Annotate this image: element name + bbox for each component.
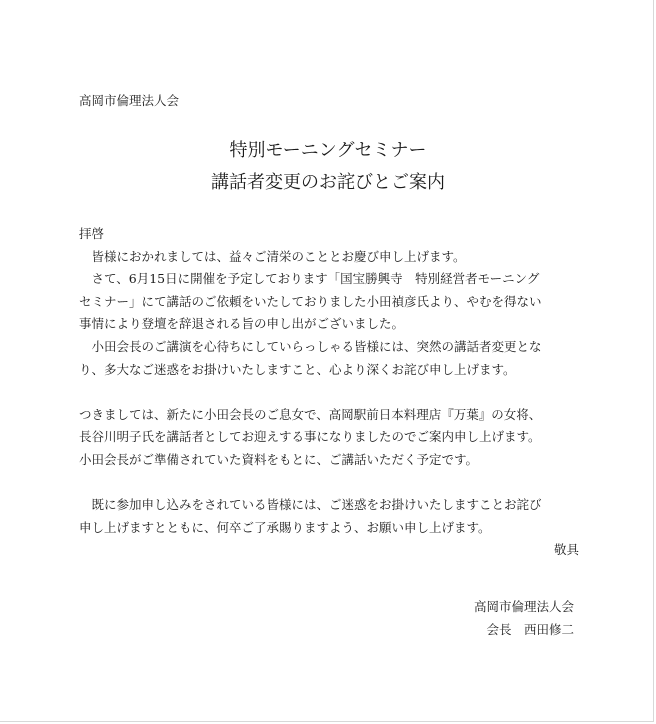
body-line: り、多大なご迷惑をお掛けいたしますこと、心より深くお詫び申し上げます。 bbox=[79, 361, 516, 377]
paragraph-gap bbox=[79, 381, 579, 404]
body-line: 長谷川明子氏を講話者としてお迎えする事になりましたのでご案内申し上げます。 bbox=[79, 429, 541, 445]
sender-organization: 高岡市倫理法人会 bbox=[79, 93, 180, 108]
letter-body bbox=[79, 223, 579, 562]
signature-name: 会長 西田修二 bbox=[486, 622, 574, 637]
letter-title: 特別モーニングセミナー bbox=[229, 140, 427, 161]
body-line: 皆様におかれましては、益々ご清栄のこととお慶び申し上げます。 bbox=[79, 248, 466, 264]
body-line: つきましては、新たに小田会長のご息女で、高岡駅前日本料理店『万葉』の女将、 bbox=[79, 406, 542, 422]
letter-subtitle: 講話者変更のお詫びとご案内 bbox=[211, 172, 445, 193]
signature-organization: 高岡市倫理法人会 bbox=[473, 599, 574, 614]
body-line: 事情により登壇を辞退される旨の申し出がございました。 bbox=[79, 316, 405, 332]
salutation: 拝啓 bbox=[79, 226, 105, 241]
closing: 敬具 bbox=[553, 542, 579, 558]
body-line: 小田会長がご準備されていた資料をもとに、ご講話いただく予定です。 bbox=[79, 451, 479, 467]
paragraph-gap bbox=[79, 472, 579, 495]
body-line: 小田会長のご講演を心待ちにしていらっしゃる皆様には、突然の講話者変更とな bbox=[79, 338, 542, 354]
body-line: さて、6月15日に開催を予定しております「国宝勝興寺 特別経営者モーニング bbox=[79, 271, 540, 287]
body-line: 申し上げますとともに、何卒ご了承賜りますよう、お願い申し上げます。 bbox=[79, 519, 491, 535]
body-line: 既に参加申し込みをされている皆様には、ご迷惑をお掛けいたしますことお詫び bbox=[79, 497, 542, 513]
body-line: セミナー」にて講話のご依頼をいたしておりました小田禎彦氏より、やむを得ない bbox=[79, 293, 542, 309]
